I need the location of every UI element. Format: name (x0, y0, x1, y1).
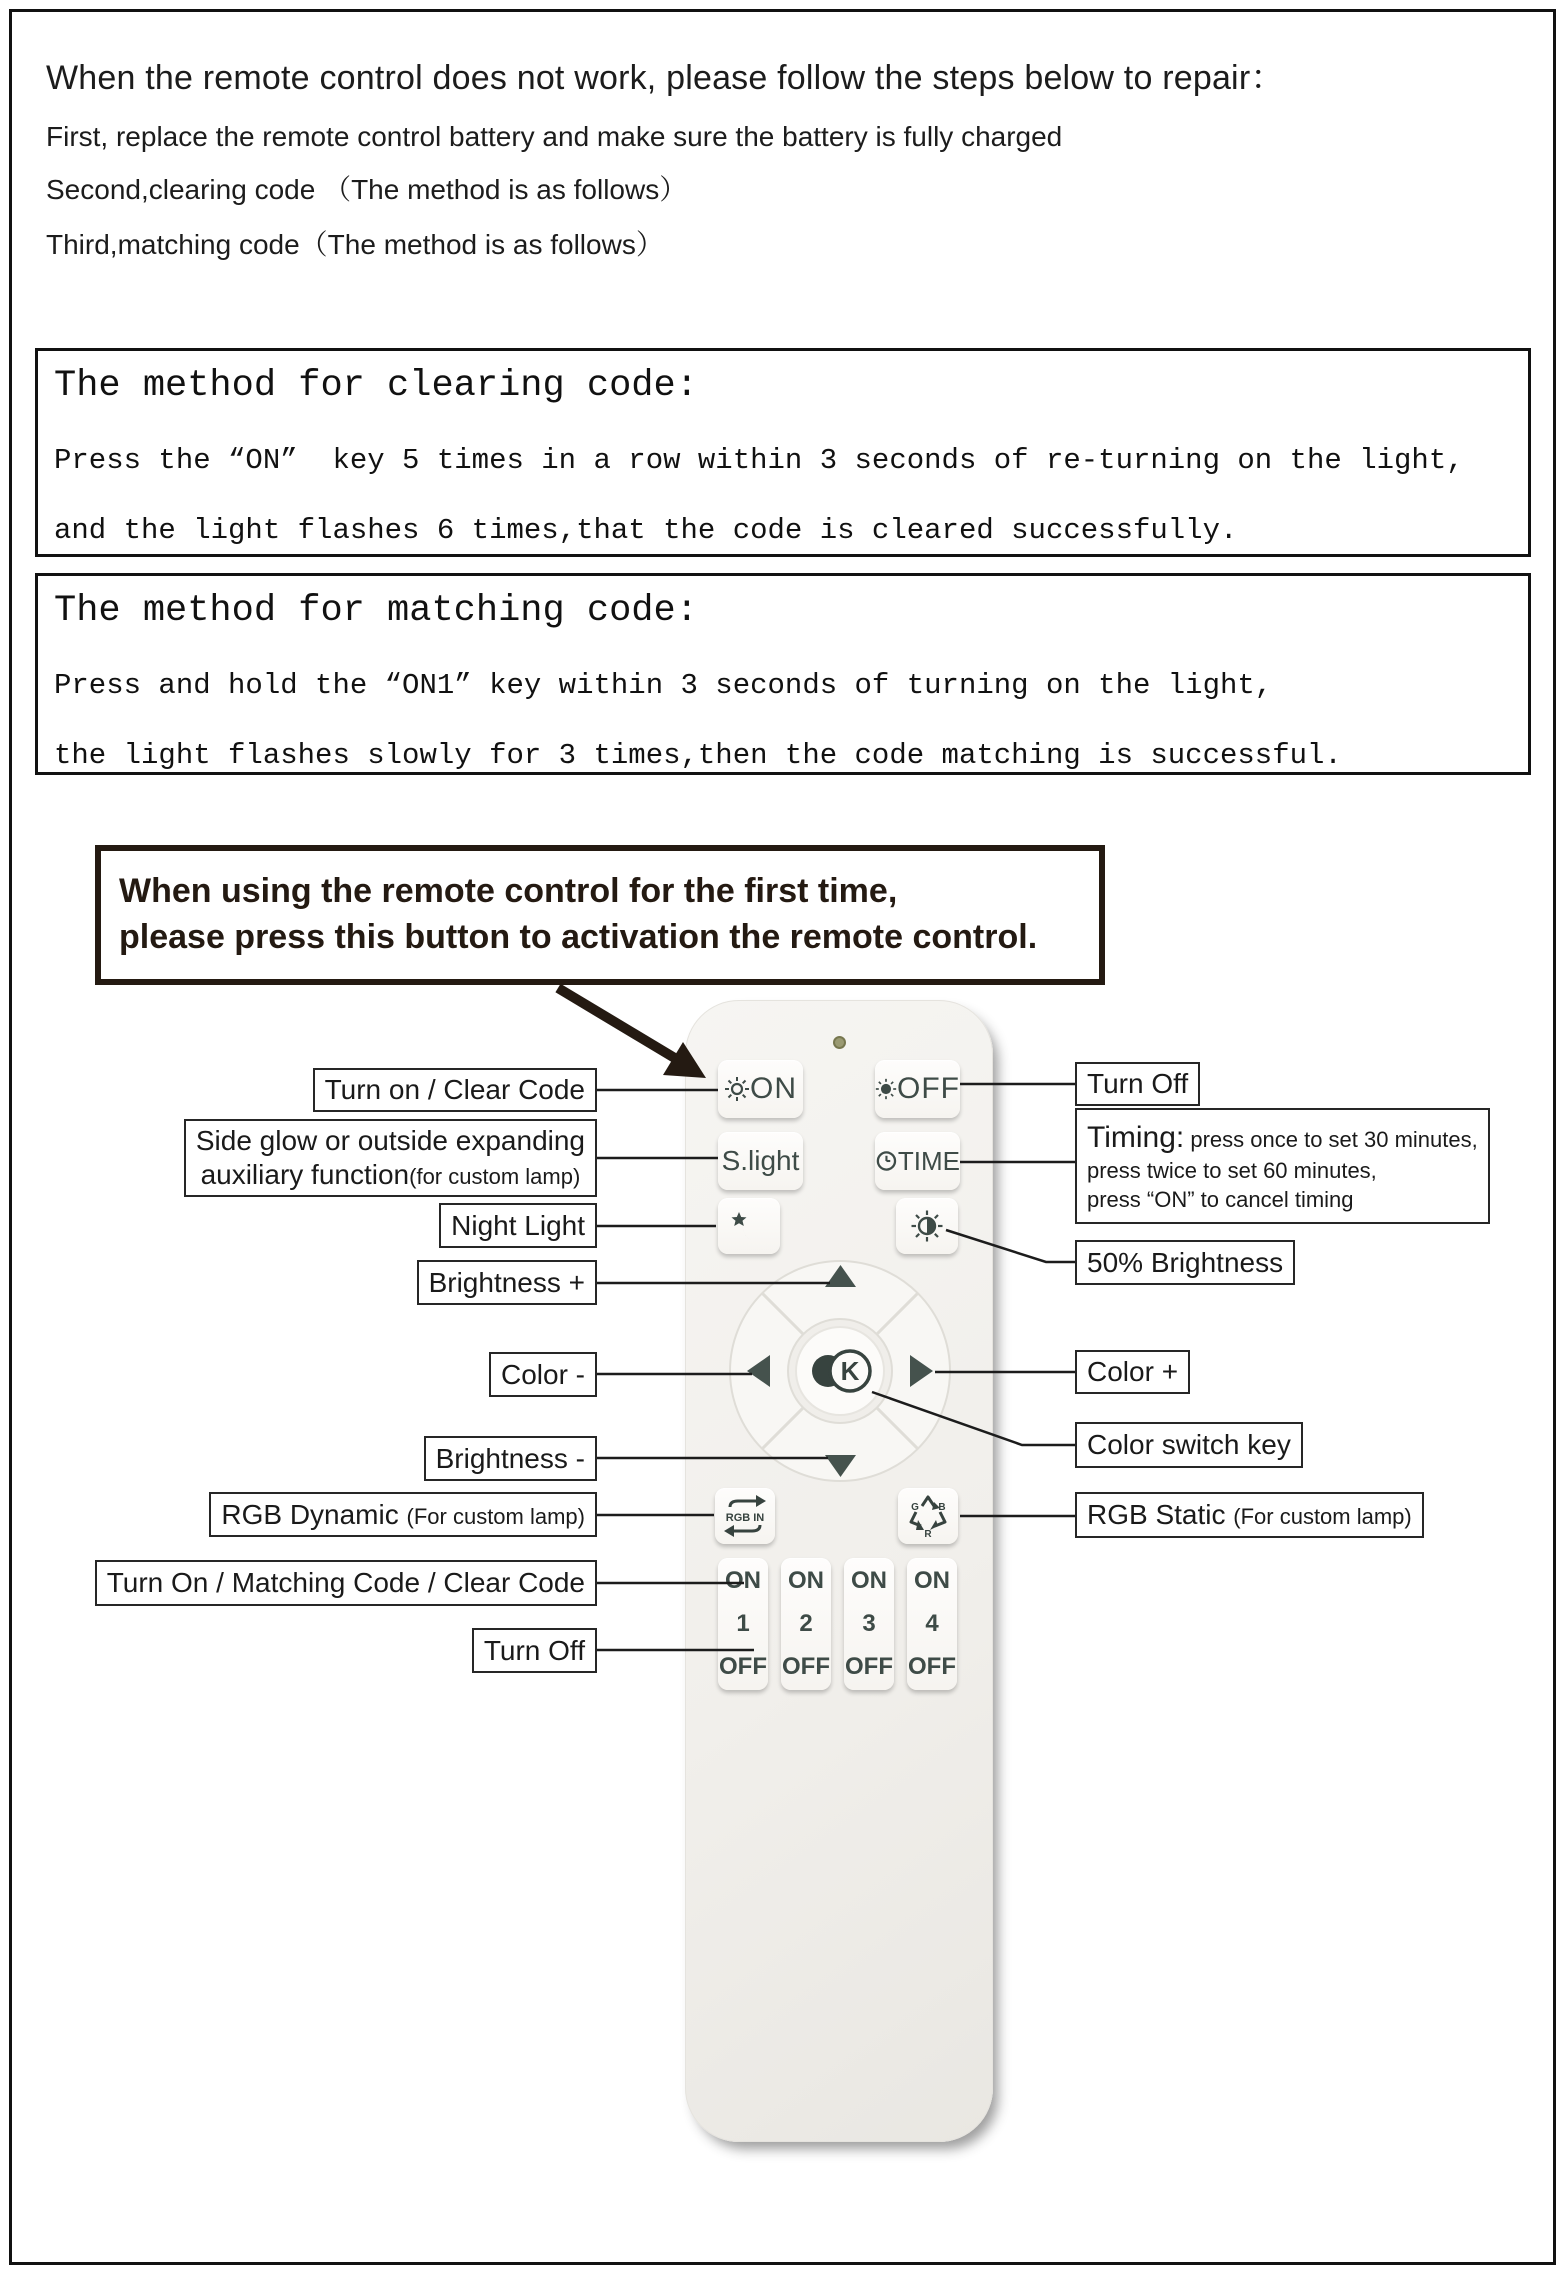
label-text: Color switch key (1087, 1429, 1291, 1460)
channel-2-num: 2 (799, 1610, 813, 1637)
star-moon-icon (727, 1206, 771, 1246)
channel-1-num: 1 (736, 1610, 750, 1637)
label-text: RGB Dynamic (For custom lamp) (221, 1498, 585, 1530)
remote-channel-1-key (718, 1558, 768, 1690)
page-title: When the remote control does not work, please follow the steps below to repair： (46, 59, 1285, 97)
label-color-minus (489, 1352, 597, 1397)
label-text: press twice to set 60 minutes, (1087, 1157, 1377, 1183)
ir-led-dot (833, 1036, 846, 1049)
channel-4-num: 4 (925, 1610, 939, 1637)
activation-callout-line-2: please press this button to activation the remote control. (119, 918, 1038, 956)
label-turn-off-top (1075, 1062, 1200, 1106)
remote-rgb-dynamic-key (715, 1488, 775, 1544)
sun-outline-icon (724, 1076, 750, 1102)
rgb-letter-g: G (911, 1502, 919, 1513)
channel-3-off: OFF (845, 1653, 893, 1680)
time-key-label: TIME (897, 1145, 960, 1176)
channel-4-on: ON (914, 1567, 950, 1594)
intro-section (46, 50, 1506, 263)
activation-arrow (558, 988, 706, 1078)
rgb-recycle-icon (904, 1492, 952, 1540)
label-text: Turn Off (1087, 1068, 1189, 1099)
matching-code-heading: The method for matching code: (54, 590, 698, 632)
label-brightness-plus (417, 1260, 597, 1305)
clearing-code-line-2: and the light flashes 6 times,that the code is cleared successfully. (54, 514, 1238, 547)
label-text: Turn Off (483, 1634, 585, 1666)
label-text: Timing: press once to set 30 minutes, (1087, 1120, 1478, 1154)
channel-3-num: 3 (862, 1610, 876, 1637)
label-text: Turn on / Clear Code (324, 1074, 585, 1105)
label-turn-off-bottom (472, 1628, 597, 1673)
channel-3-on: ON (851, 1567, 887, 1594)
channel-4-off: OFF (908, 1653, 956, 1680)
label-text: Brightness - (435, 1442, 585, 1474)
channel-2-on: ON (788, 1567, 824, 1594)
remote-on-key (718, 1060, 803, 1118)
clearing-code-heading: The method for clearing code: (54, 365, 698, 407)
slight-key-label: S.light (721, 1145, 800, 1176)
label-rgb-dynamic (209, 1492, 597, 1537)
remote-channel-2-key (781, 1558, 831, 1690)
label-text: 50% Brightness (1087, 1246, 1284, 1278)
label-text: Brightness + (428, 1266, 585, 1298)
label-color-plus (1075, 1350, 1190, 1394)
label-timing (1075, 1108, 1490, 1224)
rgb-in-label: RGB IN (725, 1512, 765, 1524)
label-brightness-minus (424, 1436, 597, 1481)
repair-step-2: Second,clearing code （The method is as follows） (46, 174, 688, 205)
label-side-glow (184, 1119, 597, 1197)
channel-2-off: OFF (782, 1653, 830, 1680)
clearing-code-box (35, 348, 1531, 557)
rgb-letter-b: B (938, 1502, 946, 1513)
half-sun-icon (910, 1209, 944, 1243)
activation-callout (95, 845, 1105, 985)
label-text: press “ON” to cancel timing (1087, 1186, 1354, 1212)
on-key-label: ON (750, 1072, 797, 1105)
label-turn-on-clear-code (313, 1068, 597, 1112)
rgb-cycle-icon (720, 1493, 770, 1539)
label-rgb-static (1075, 1492, 1424, 1538)
sun-filled-icon (875, 1076, 897, 1102)
label-text: RGB Static (For custom lamp) (1087, 1499, 1412, 1530)
remote-channel-4-key (907, 1558, 957, 1690)
matching-code-line-2: the light flashes slowly for 3 times,then the code matching is successful. (54, 739, 1342, 772)
label-turn-on-matching-code (95, 1560, 597, 1606)
clearing-code-line-1: Press the “ON” key 5 times in a row within 3 seconds of re-turning on the light, (54, 444, 1464, 477)
label-night-light (439, 1203, 597, 1248)
label-text: Color - (500, 1358, 585, 1390)
remote-slight-key (718, 1132, 803, 1190)
remote-off-key (875, 1060, 960, 1118)
label-text: Color + (1087, 1356, 1179, 1387)
off-key-label: OFF (897, 1072, 960, 1105)
clock-icon (875, 1149, 898, 1173)
remote-night-light-key (718, 1198, 780, 1254)
remote-time-key (875, 1132, 960, 1190)
label-text: auxiliary function(for custom lamp) (200, 1159, 581, 1190)
channel-1-off: OFF (719, 1653, 767, 1680)
label-text: Side glow or outside expanding (195, 1125, 585, 1157)
remote-rgb-static-key (898, 1488, 958, 1544)
label-text: Night Light (451, 1209, 585, 1241)
dpad-cluster (728, 1258, 952, 1484)
rgb-letter-r: R (924, 1529, 932, 1540)
channel-1-on: ON (725, 1567, 761, 1594)
label-color-switch-key (1075, 1422, 1303, 1468)
dpad-graphic (728, 1258, 952, 1484)
activation-callout-line-1: When using the remote control for the first time, (119, 872, 898, 911)
remote-half-brightness-key (896, 1198, 958, 1254)
matching-code-line-1: Press and hold the “ON1” key within 3 seconds of turning on the light, (54, 669, 1273, 702)
matching-code-box (35, 573, 1531, 775)
repair-step-3: Third,matching code（The method is as follows） (46, 229, 664, 260)
label-text: Turn On / Matching Code / Clear Code (106, 1567, 585, 1598)
label-50-brightness (1075, 1240, 1295, 1285)
remote-channel-3-key (844, 1558, 894, 1690)
k-center-label: K (840, 1356, 860, 1386)
repair-step-1: First, replace the remote control battery and make sure the battery is fully charged (46, 121, 1063, 152)
